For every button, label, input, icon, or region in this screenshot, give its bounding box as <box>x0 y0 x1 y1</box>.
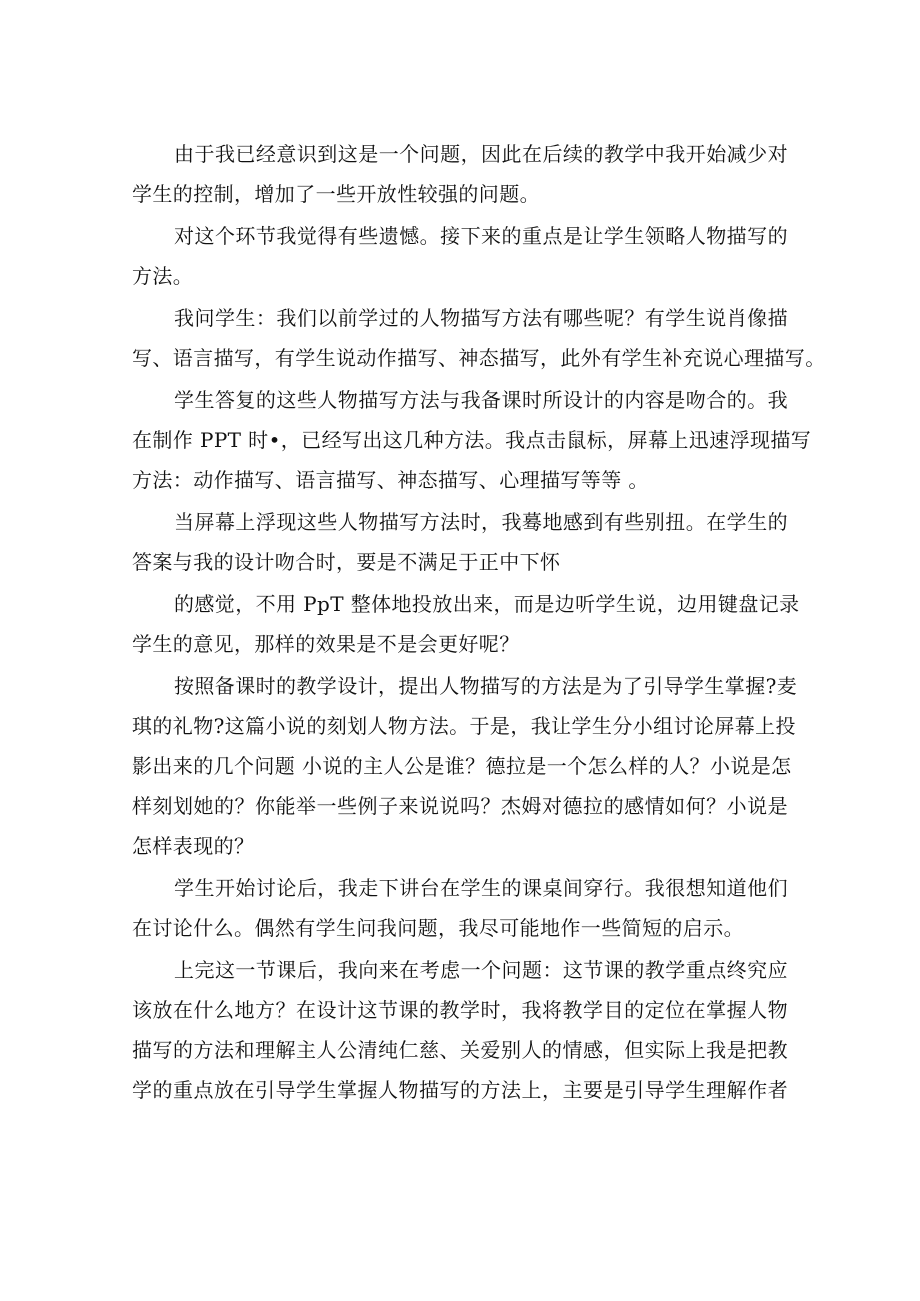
paragraph-7-line-2: 琪的礼物?这篇小说的刻划人物方法。于是，我让学生分小组讨论屏幕上投 <box>132 714 796 738</box>
paragraph-9-line-3: 描写的方法和理解主人公清纯仁慈、关爱别人的情感，但实际上我是把教 <box>132 1038 788 1062</box>
paragraph-6-line-2: 学生的意见，那样的效果是不是会更好呢？ <box>132 632 520 656</box>
paragraph-6-line-1: 的感觉，不用 PpT 整体地投放出来，而是边听学生说，边用键盘记录 <box>174 592 800 616</box>
paragraph-2-line-1: 对这个环节我觉得有些遗憾。接下来的重点是让学生领略人物描写的 <box>174 224 788 248</box>
paragraph-5-line-1: 当屏幕上浮现这些人物描写方法时，我蓦地感到有些别扭。在学生的 <box>174 510 788 534</box>
paragraph-1-line-2: 学生的控制，增加了一些开放性较强的问题。 <box>132 182 540 206</box>
paragraph-7-line-4: 样刻划她的？你能举一些例子来说说吗？杰姆对德拉的感情如何？小说是 <box>132 794 788 818</box>
paragraph-8-line-2: 在讨论什么。偶然有学生问我问题，我尽可能地作一些简短的启示。 <box>132 916 744 940</box>
paragraph-9-line-2: 该放在什么地方？在设计这节课的教学时，我将教学目的定位在掌握人物 <box>132 998 788 1022</box>
paragraph-2-line-2: 方法。 <box>132 264 194 288</box>
paragraph-4-line-3: 方法：动作描写、语言描写、神态描写、心理描写等等 。 <box>132 468 649 492</box>
paragraph-5-line-2: 答案与我的设计吻合时，要是不满足于正中下怀 <box>132 550 561 574</box>
paragraph-4-line-1: 学生答复的这些人物描写方法与我备课时所设计的内容是吻合的。我 <box>174 388 788 412</box>
document-body <box>132 134 826 1110</box>
paragraph-8-line-1: 学生开始讨论后，我走下讲台在学生的课桌间穿行。我很想知道他们 <box>174 876 788 900</box>
paragraph-7-line-5: 怎样表现的？ <box>132 834 255 858</box>
paragraph-9-line-1: 上完这一节课后，我向来在考虑一个问题：这节课的教学重点终究应 <box>174 958 788 982</box>
paragraph-9-line-4: 学的重点放在引导学生掌握人物描写的方法上，主要是引导学生理解作者 <box>132 1078 788 1102</box>
paragraph-7-line-3: 影出来的几个问题 小说的主人公是谁？德拉是一个怎么样的人？小说是怎 <box>132 754 792 778</box>
paragraph-7-line-1: 按照备课时的教学设计，提出人物描写的方法是为了引导学生掌握?麦 <box>174 674 798 698</box>
paragraph-3-line-2: 写、语言描写，有学生说动作描写、神态描写，此外有学生补充说心理描写。 <box>132 346 826 370</box>
paragraph-3-line-1: 我问学生：我们以前学过的人物描写方法有哪些呢？有学生说肖像描 <box>174 306 788 330</box>
paragraph-1-line-1: 由于我已经意识到这是一个问题，因此在后续的教学中我开始减少对 <box>174 142 788 166</box>
paragraph-4-line-2: 在制作 PPT 时•，已经写出这几种方法。我点击鼠标，屏幕上迅速浮现描写 <box>132 428 812 452</box>
